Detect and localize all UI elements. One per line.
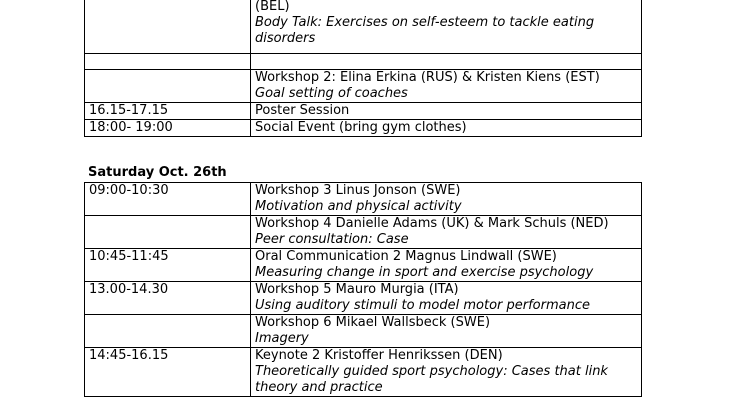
session-title: Workshop 5 Mauro Murgia (ITA) xyxy=(255,282,459,297)
table-row xyxy=(85,70,642,103)
time-cell: 14:45-16.15 xyxy=(85,348,251,397)
time-cell xyxy=(85,0,251,54)
session-title: Workshop 4 Danielle Adams (UK) & Mark Schuls (NED) xyxy=(255,216,609,231)
table-row xyxy=(85,249,642,282)
session-subtitle: Using auditory stimuli to model motor performance xyxy=(255,298,590,313)
session-title: Workshop 2: Elina Erkina (RUS) & Kristen Kiens (EST) xyxy=(255,70,600,85)
session-title: (BEL) xyxy=(255,0,290,14)
session-cell xyxy=(251,183,642,216)
table-row xyxy=(85,315,642,348)
session-subtitle: Peer consultation: Case xyxy=(255,232,409,247)
session-subtitle: Measuring change in sport and exercise psychology xyxy=(255,265,594,280)
schedule-table-friday xyxy=(84,0,642,137)
time-cell: 09:00-10:30 xyxy=(85,183,251,216)
session-title: Poster Session xyxy=(251,103,642,120)
session-title: Workshop 6 Mikael Wallsbeck (SWE) xyxy=(255,315,491,330)
session-title: Oral Communication 2 Magnus Lindwall (SWE) xyxy=(255,249,557,264)
time-cell: 10:45-11:45 xyxy=(85,249,251,282)
table-row xyxy=(85,282,642,315)
time-cell: 16.15-17.15 xyxy=(85,103,251,120)
session-cell xyxy=(251,54,642,70)
session-subtitle: Body Talk: Exercises on self-esteem to tackle eating disorders xyxy=(255,15,595,46)
table-row xyxy=(85,183,642,216)
session-cell xyxy=(251,348,642,397)
session-cell xyxy=(251,282,642,315)
session-subtitle: Theoretically guided sport psychology: Cases that link theory and practice xyxy=(255,364,608,395)
time-cell xyxy=(85,216,251,249)
session-subtitle: Motivation and physical activity xyxy=(255,199,462,214)
table-row xyxy=(85,348,642,397)
table-row xyxy=(85,54,642,70)
time-cell: 18:00- 19:00 xyxy=(85,120,251,137)
table-row xyxy=(85,103,642,120)
table-row xyxy=(85,0,642,54)
session-title: Workshop 3 Linus Jonson (SWE) xyxy=(255,183,461,198)
session-title: Keynote 2 Kristoffer Henrikssen (DEN) xyxy=(255,348,503,363)
session-subtitle: Goal setting of coaches xyxy=(255,86,408,101)
time-cell xyxy=(85,315,251,348)
session-cell xyxy=(251,70,642,103)
day-heading: Saturday Oct. 26th xyxy=(88,165,227,180)
table-row xyxy=(85,216,642,249)
schedule-table-saturday xyxy=(84,182,642,397)
session-cell xyxy=(251,315,642,348)
time-cell xyxy=(85,70,251,103)
session-cell xyxy=(251,216,642,249)
session-subtitle: Imagery xyxy=(255,331,309,346)
session-cell xyxy=(251,249,642,282)
session-title: Social Event (bring gym clothes) xyxy=(251,120,642,137)
time-cell xyxy=(85,54,251,70)
time-cell: 13.00-14.30 xyxy=(85,282,251,315)
table-row xyxy=(85,120,642,137)
session-cell xyxy=(251,0,642,54)
